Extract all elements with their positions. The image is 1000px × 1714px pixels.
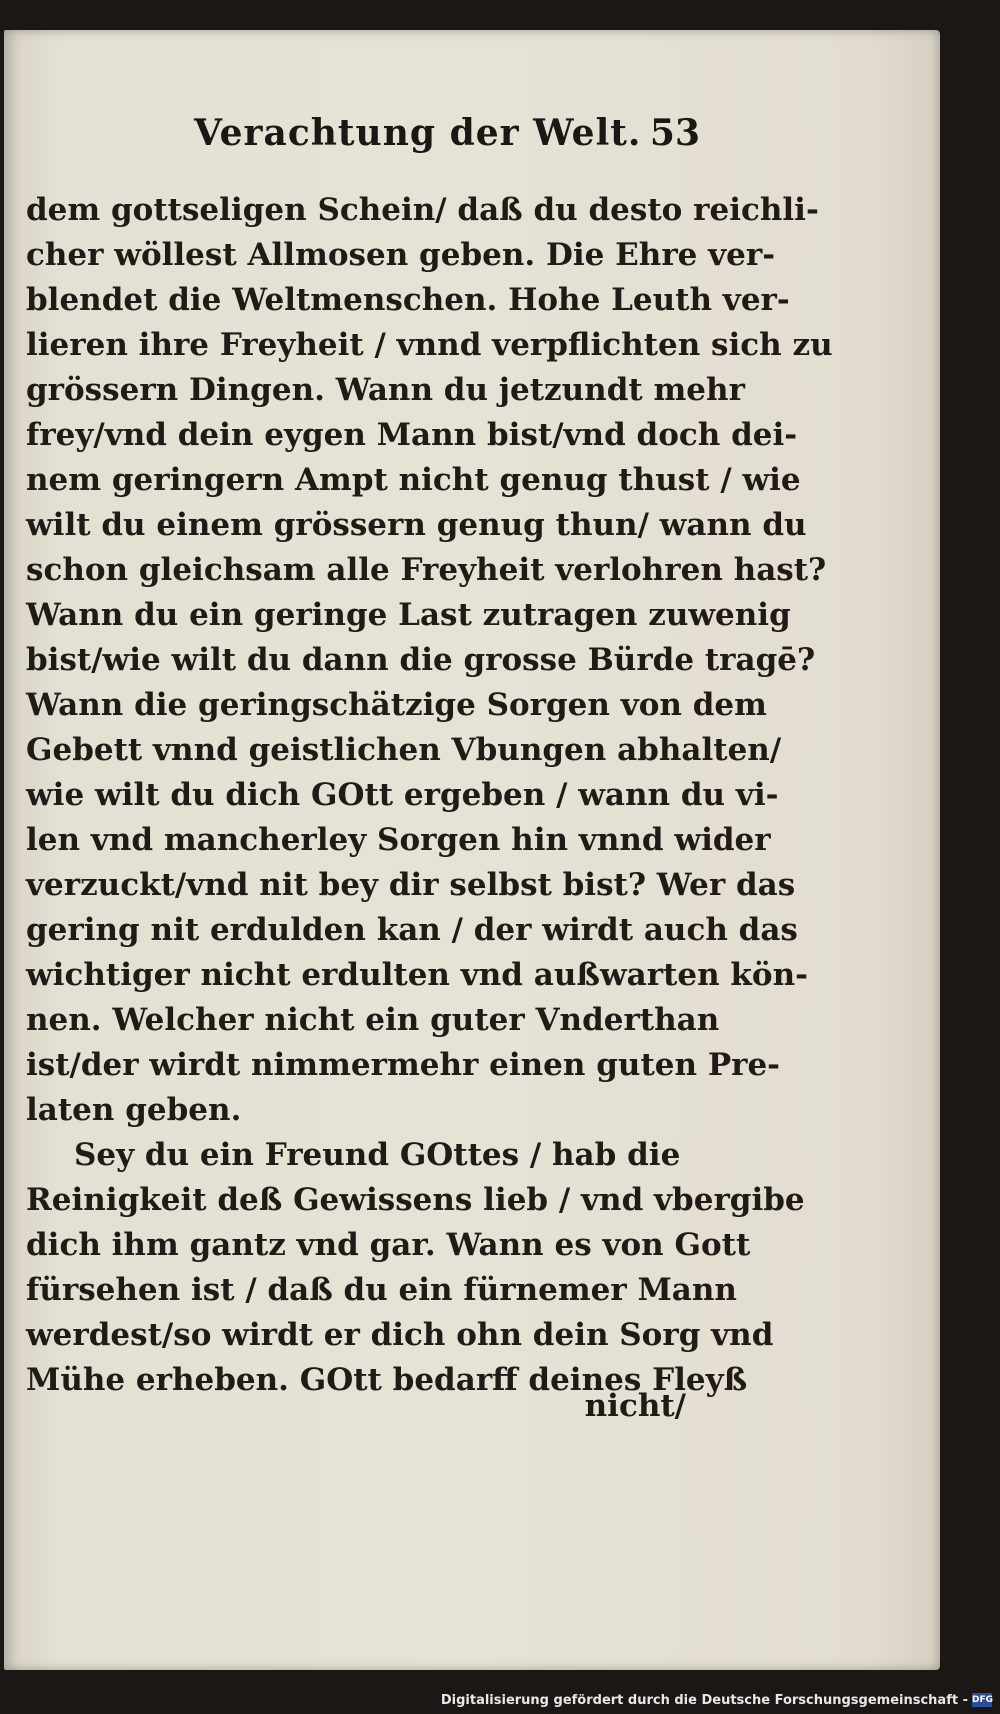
page-number: 53 (649, 112, 700, 154)
text-line: Gebett vnnd geistlichen Vbungen abhalten/ (26, 732, 782, 768)
text-line: verzuckt/vnd nit bey dir selbst bist? Wer das (26, 867, 796, 903)
text-line: dich ihm gantz vnd gar. Wann es von Gott (26, 1227, 751, 1263)
text-line: lieren ihre Freyheit / vnnd verpflichten sich zu (26, 327, 833, 363)
text-line: fürsehen ist / daß du ein fürnemer Mann (26, 1272, 737, 1308)
text-line: Wann du ein geringe Last zutragen zuwenig (26, 597, 791, 633)
dfg-logo-icon: DFG (972, 1695, 994, 1705)
text-line: wie wilt du dich GOtt ergeben / wann du vi- (26, 777, 779, 813)
text-line: grössern Dingen. Wann du jetzundt mehr (26, 372, 745, 408)
text-line: Reinigkeit deß Gewissens lieb / vnd vbergibe (26, 1182, 805, 1218)
text-line: wilt du einem grössern genug thun/ wann du (26, 507, 807, 543)
text-line: bist/wie wilt du dann die grosse Bürde tragē? (26, 642, 816, 678)
text-line: laten geben. (26, 1092, 242, 1128)
text-line: ist/der wirdt nimmermehr einen guten Pre- (26, 1047, 781, 1083)
text-line: nem geringern Ampt nicht genug thust / wie (26, 462, 801, 498)
text-line: nen. Welcher nicht ein guter Vnderthan (26, 1002, 720, 1038)
text-line: blendet die Weltmenschen. Hohe Leuth ver- (26, 282, 790, 318)
book-page (4, 30, 940, 1670)
body-text (26, 188, 833, 1403)
text-line: Wann die geringschätzige Sorgen von dem (26, 687, 767, 723)
page-header (194, 108, 700, 168)
text-line: wichtiger nicht erdulten vnd außwarten kön- (26, 957, 808, 993)
text-line: dem gottseligen Schein/ daß du desto reichli- (26, 192, 819, 228)
text-line: gering nit erdulden kan / der wirdt auch das (26, 912, 798, 948)
text-line: frey/vnd dein eygen Mann bist/vnd doch dei- (26, 417, 798, 453)
catchword: nicht/ (584, 1388, 686, 1424)
text-line: Mühe erheben. GOtt bedarff deines Fleyß (26, 1362, 748, 1398)
running-head: Verachtung der Welt. (194, 112, 642, 154)
digitization-footer (441, 1690, 992, 1710)
text-line: cher wöllest Allmosen geben. Die Ehre ver- (26, 237, 776, 273)
paragraph-start-line: Sey du ein Freund GOttes / hab die (74, 1137, 681, 1173)
footer-credit: Digitalisierung gefördert durch die Deutsche Forschungsgemeinschaft - (440, 1692, 968, 1708)
text-line: len vnd mancherley Sorgen hin vnnd wider (26, 822, 771, 858)
text-line: schon gleichsam alle Freyheit verlohren hast? (26, 552, 827, 588)
text-line: werdest/so wirdt er dich ohn dein Sorg vnd (26, 1317, 774, 1353)
